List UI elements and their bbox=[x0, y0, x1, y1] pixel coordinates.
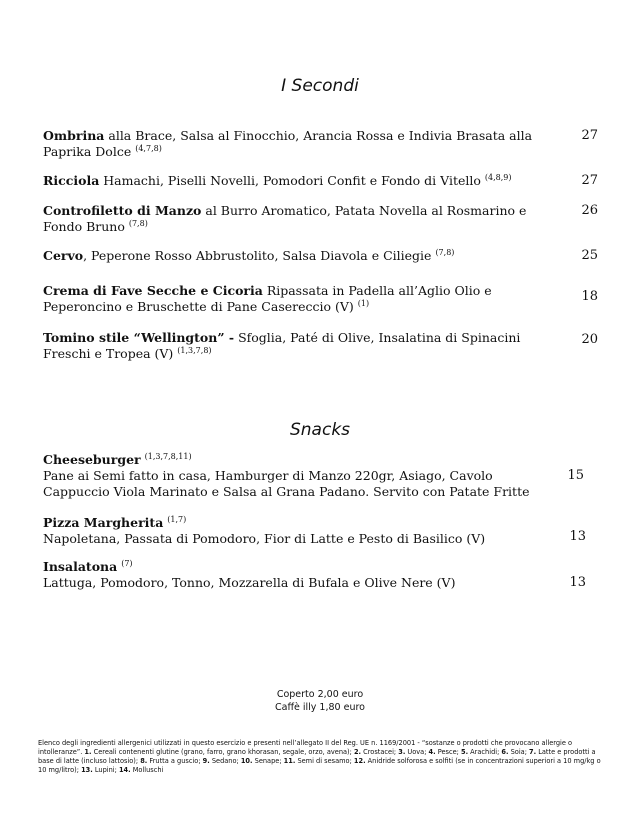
menu-item-controfiletto bbox=[43, 203, 598, 235]
caffe-note: Caffè illy 1,80 euro bbox=[275, 702, 365, 713]
item-name: Ricciola bbox=[43, 173, 100, 188]
item-price: 15 bbox=[567, 468, 584, 483]
item-description: Napoletana, Passata di Pomodoro, Fior di Latte e Pesto di Basilico (V) bbox=[43, 531, 486, 546]
item-description: Lattuga, Pomodoro, Tonno, Mozzarella di Bufala e Olive Nere (V) bbox=[43, 575, 456, 590]
item-name: Controfiletto di Manzo bbox=[43, 203, 202, 218]
allergen-number: 10. bbox=[240, 757, 253, 765]
item-allergens: (4,7,8) bbox=[135, 144, 162, 153]
allergen-text: Soia; bbox=[508, 748, 530, 756]
menu-item-ricciola bbox=[43, 173, 598, 189]
item-price: 25 bbox=[581, 248, 598, 263]
item-allergens: (1,3,7,8,11) bbox=[144, 452, 192, 461]
menu-item-ombrina bbox=[43, 128, 598, 160]
item-price: 26 bbox=[581, 203, 598, 218]
allergen-text: Latte e prodotti a base di latte (incluso lattosio); bbox=[38, 748, 596, 765]
item-name: Cervo bbox=[43, 248, 84, 263]
item-name: Ombrina bbox=[43, 128, 105, 143]
allergen-text: Lupini; bbox=[92, 766, 119, 774]
allergen-number: 2. bbox=[353, 748, 362, 756]
item-price: 18 bbox=[581, 289, 598, 304]
item-name: Insalatona bbox=[43, 559, 118, 574]
menu-item-cheeseburger bbox=[43, 452, 598, 500]
allergen-text: Anidride solforosa e solfiti (se in concentrazioni superiori a 10 mg/kg o 10 mg/litro); bbox=[38, 757, 601, 774]
item-description: alla Brace, Salsa al Finocchio, Arancia Rossa e Indivia Brasata alla Paprika Dolce bbox=[43, 128, 533, 159]
menu-item-insalatona bbox=[43, 559, 598, 591]
item-name: Pizza Margherita bbox=[43, 515, 164, 530]
item-allergens: (1,7) bbox=[167, 515, 187, 524]
allergen-text: Senape; bbox=[252, 757, 284, 765]
menu-item-crema-di-fave bbox=[43, 283, 598, 315]
allergen-text: Cereali contenenti glutine (grano, farro, grano khorasan, segale, orzo, avena); bbox=[91, 748, 354, 756]
item-description: Pane ai Semi fatto in casa, Hamburger di Manzo 220gr, Asiago, Cavolo Cappuccio Viola Marinato e Salsa al Grana Padano. Servito con Patate Fritte bbox=[43, 468, 530, 499]
allergen-number: 1. bbox=[84, 748, 92, 756]
allergen-text: Sedano; bbox=[209, 757, 241, 765]
menu-item-cervo bbox=[43, 248, 598, 264]
allergen-number: 12. bbox=[353, 757, 366, 765]
allergen-number: 14. bbox=[118, 766, 131, 774]
item-allergens: (7,8) bbox=[435, 248, 455, 257]
item-price: 27 bbox=[581, 128, 598, 143]
allergen-text: Molluschi bbox=[130, 766, 164, 774]
item-allergens: (7) bbox=[121, 559, 133, 568]
allergen-number: 7. bbox=[529, 748, 537, 756]
item-allergens: (1,3,7,8) bbox=[177, 346, 212, 355]
item-allergens: (7,8) bbox=[128, 219, 148, 228]
item-name: Tomino stile “Wellington” - bbox=[43, 330, 235, 345]
item-price: 13 bbox=[569, 529, 586, 544]
item-description: Ripassata in Padella all’Aglio Olio e Peperoncino e Bruschette di Pane Casereccio (V) bbox=[43, 283, 492, 314]
allergen-text: Crostacei; bbox=[361, 748, 399, 756]
allergen-number: 11. bbox=[283, 757, 296, 765]
section-title-snacks: Snacks bbox=[289, 420, 351, 440]
item-allergens: (4,8,9) bbox=[484, 173, 512, 182]
item-description: , Peperone Rosso Abbrustolito, Salsa Diavola e Ciliegie bbox=[83, 248, 432, 263]
allergen-number: 5. bbox=[460, 748, 469, 756]
allergen-intro: Elenco degli ingredienti allergenici utilizzati in questo esercizio e presenti nell’allegato II del Reg. UE n. 1169/2001 - “sostanze o prodotti che provocano allergie o intolleranze”. bbox=[38, 739, 573, 756]
allergen-number: 8. bbox=[140, 757, 148, 765]
item-description: Hamachi, Piselli Novelli, Pomodori Confit e Fondo di Vitello bbox=[99, 173, 481, 188]
allergen-number: 9. bbox=[202, 757, 210, 765]
allergen-text: Pesce; bbox=[435, 748, 461, 756]
item-name: Crema di Fave Secche e Cicoria bbox=[43, 283, 263, 298]
allergen-number: 13. bbox=[81, 766, 93, 774]
item-description: al Burro Aromatico, Patata Novella al Rosmarino e Fondo Bruno bbox=[43, 203, 527, 234]
allergen-text: Arachidi; bbox=[468, 748, 502, 756]
section-title-secondi: I Secondi bbox=[281, 76, 359, 96]
allergen-text: Semi di sesamo; bbox=[295, 757, 354, 765]
item-price: 20 bbox=[581, 332, 598, 347]
menu-item-tomino bbox=[43, 330, 598, 362]
item-allergens: (1) bbox=[357, 299, 370, 308]
menu-item-pizza-margherita bbox=[43, 515, 598, 547]
allergen-notice bbox=[38, 739, 604, 775]
allergen-text: Frutta a guscio; bbox=[147, 757, 203, 765]
item-name: Cheeseburger bbox=[43, 452, 141, 467]
item-price: 13 bbox=[569, 575, 586, 590]
item-description: Sfoglia, Paté di Olive, Insalatina di Spinacini Freschi e Tropea (V) bbox=[43, 330, 521, 361]
allergen-text: Uova; bbox=[405, 748, 429, 756]
allergen-number: 4. bbox=[428, 748, 436, 756]
item-price: 27 bbox=[581, 173, 598, 188]
allergen-number: 6. bbox=[501, 748, 509, 756]
coperto-note: Coperto 2,00 euro bbox=[276, 689, 364, 700]
allergen-number: 3. bbox=[398, 748, 406, 756]
